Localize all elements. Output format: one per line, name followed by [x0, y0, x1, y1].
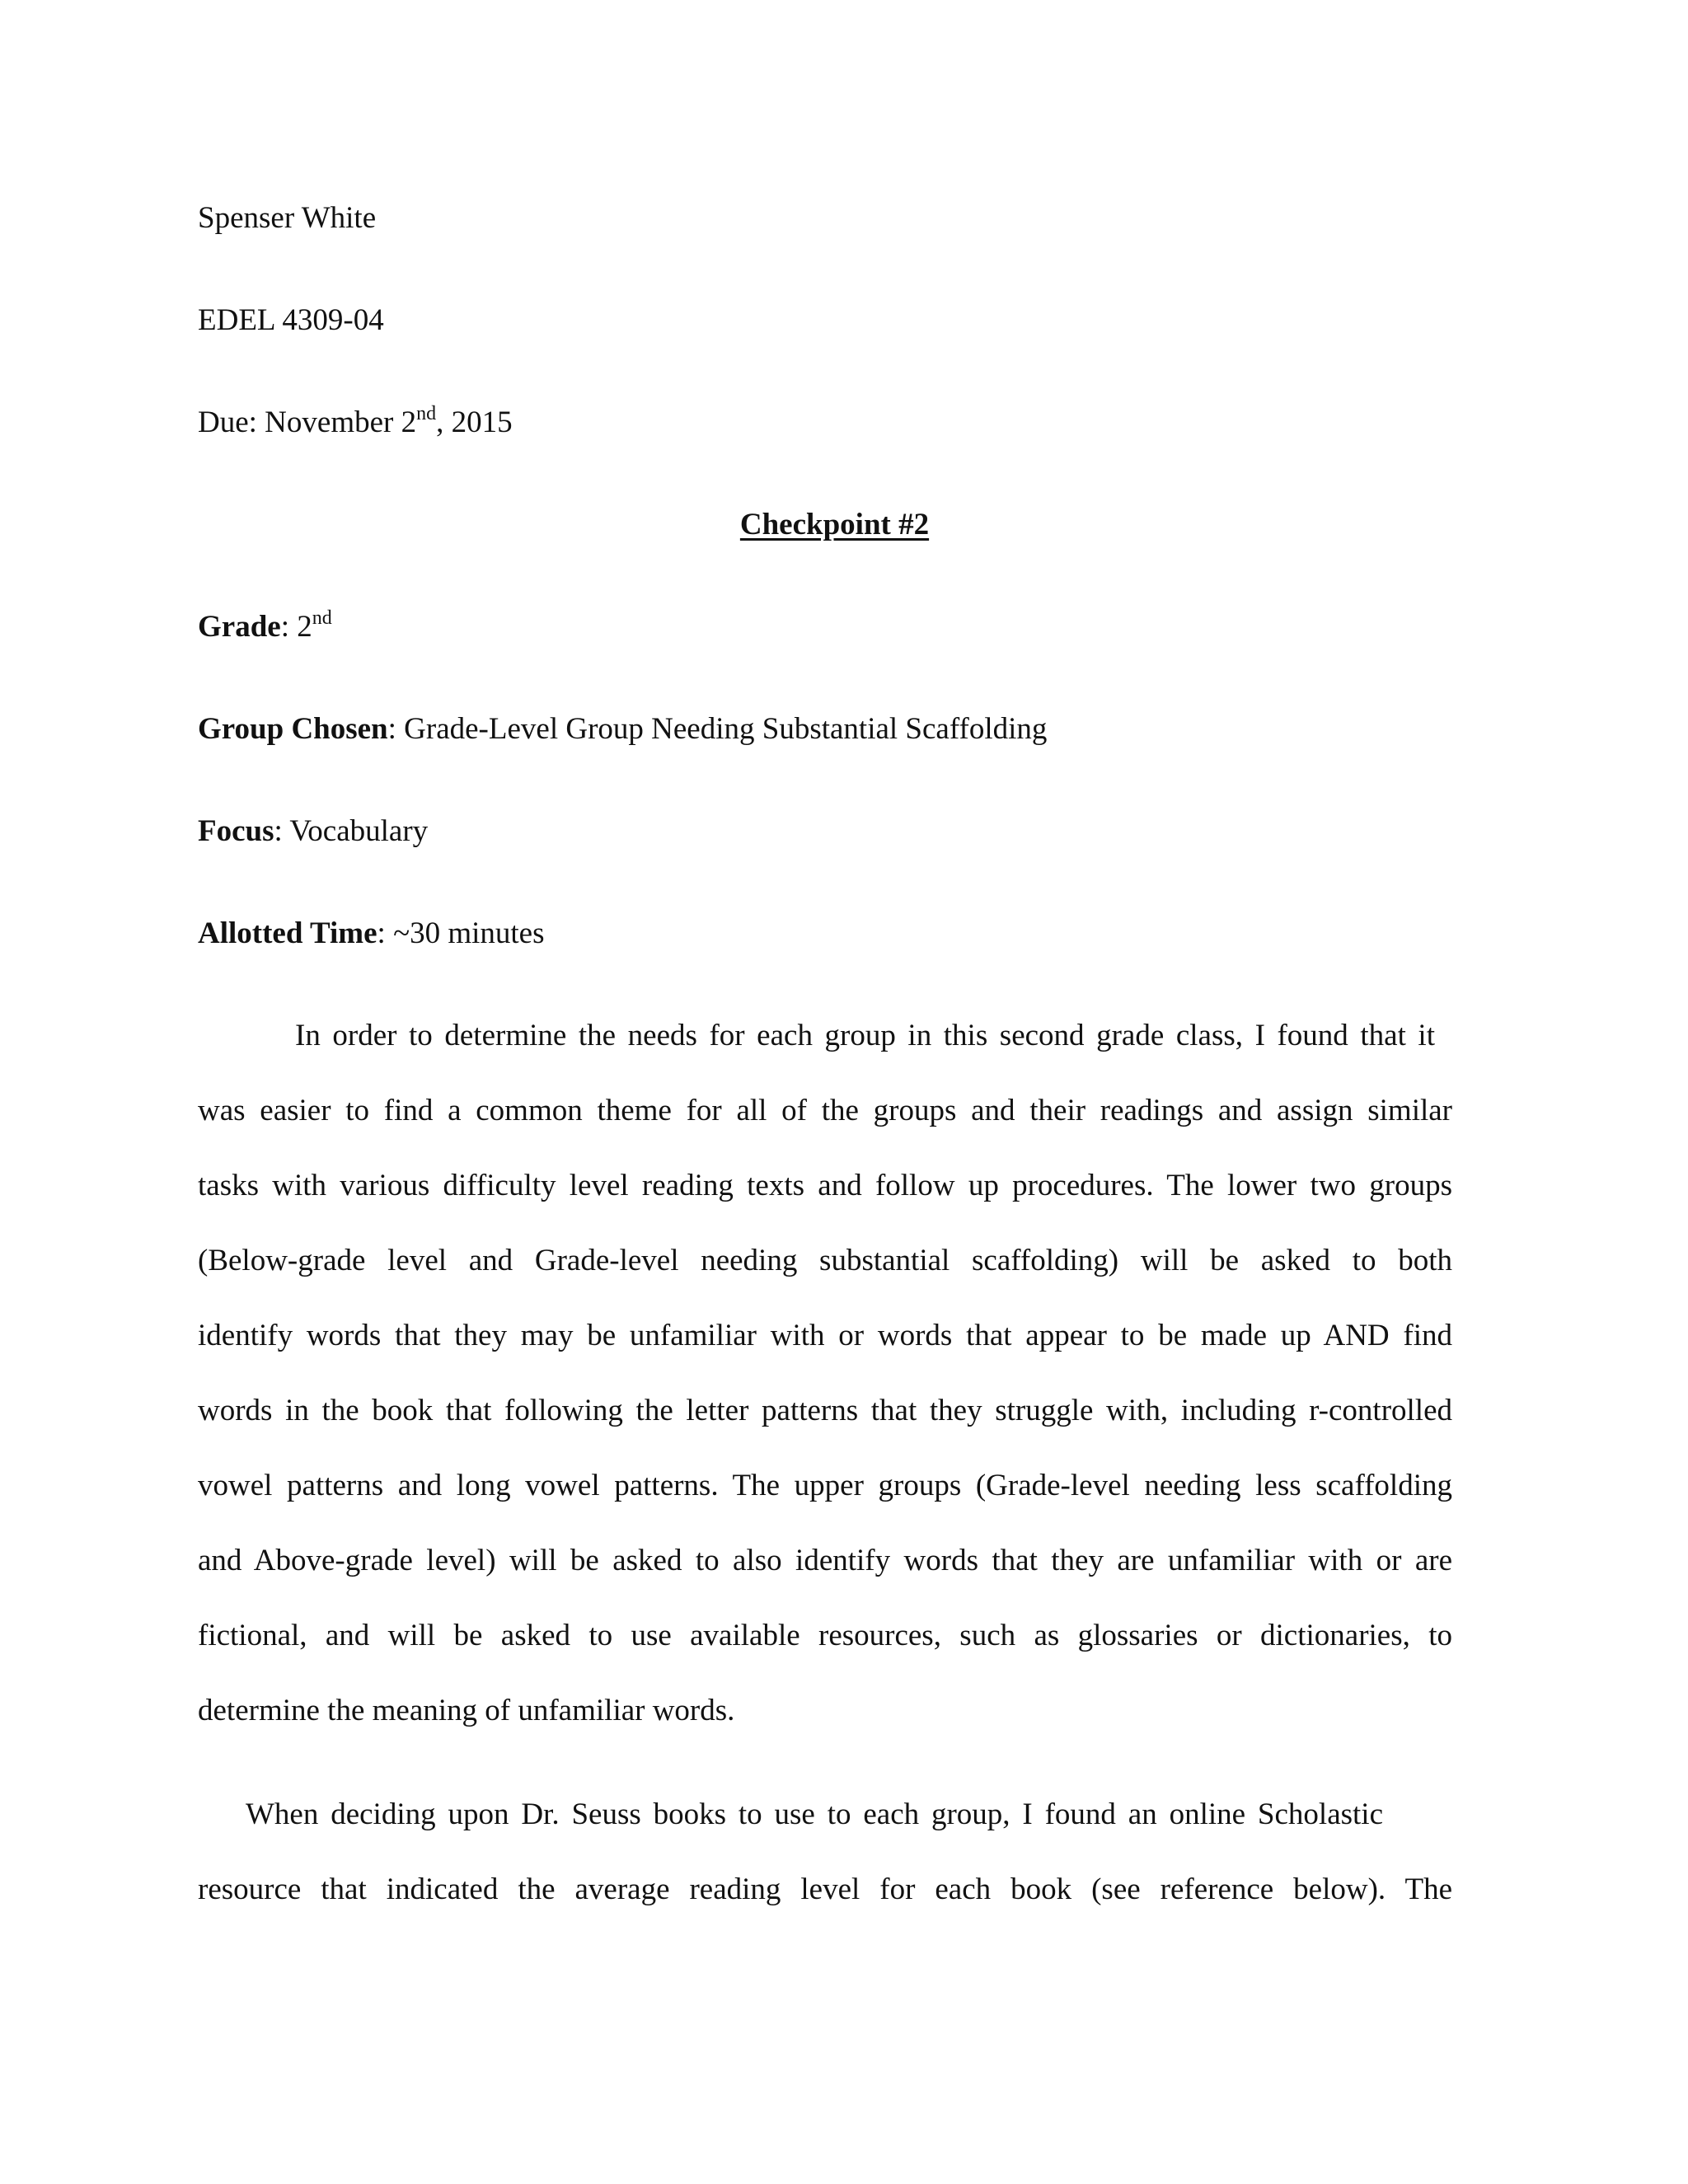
paragraph-line: identify words that they may be unfamiliar with or words that appear to be made up AND find	[198, 1319, 1452, 1352]
group-value: : Grade-Level Group Needing Substantial Scaffolding	[387, 712, 1048, 746]
due-date	[198, 403, 513, 439]
focus-value: : Vocabulary	[274, 814, 429, 848]
paragraph-line: determine the meaning of unfamiliar words.	[198, 1694, 735, 1727]
paragraph-line: tasks with various difficulty level reading texts and follow up procedures. The lower two groups	[198, 1169, 1452, 1202]
time-field	[198, 918, 545, 949]
paragraph-line: vowel patterns and long vowel patterns. The upper groups (Grade-level needing less scaffolding	[198, 1469, 1452, 1502]
focus-field	[198, 816, 428, 846]
paragraph-line: fictional, and will be asked to use available resources, such as glossaries or dictionaries, to	[198, 1619, 1452, 1652]
grade-field	[198, 607, 332, 644]
paragraph-line: was easier to find a common theme for all of the groups and their readings and assign similar	[198, 1094, 1452, 1127]
paragraph-line: resource that indicated the average reading level for each book (see reference below). The	[198, 1872, 1452, 1906]
paragraph-line: In order to determine the needs for each group in this second grade class, I found that it	[295, 1019, 1435, 1052]
group-field	[198, 714, 1047, 744]
due-date-text: Due: November 2	[198, 405, 417, 439]
group-label: Group Chosen	[198, 712, 388, 746]
due-date-ordinal: nd	[416, 403, 437, 424]
grade-label: Grade	[198, 610, 281, 644]
paragraph-line: (Below-grade level and Grade-level needing substantial scaffolding) will be asked to both	[198, 1244, 1452, 1277]
paragraph-line: words in the book that following the letter patterns that they struggle with, including r-controlled	[198, 1394, 1452, 1427]
time-label: Allotted Time	[198, 916, 377, 950]
page-title: Checkpoint #2	[739, 508, 930, 541]
paragraph-line: When deciding upon Dr. Seuss books to use to each group, I found an online Scholastic	[246, 1797, 1383, 1831]
paragraph-line: and Above-grade level) will be asked to also identify words that they are unfamiliar with or are	[198, 1544, 1452, 1577]
author-name: Spenser White	[198, 201, 377, 235]
course-code: EDEL 4309-04	[198, 303, 384, 337]
grade-value: : 2	[280, 610, 312, 644]
time-value: : ~30 minutes	[377, 916, 545, 950]
title-row	[0, 509, 1669, 540]
focus-label: Focus	[198, 814, 274, 848]
due-date-year: , 2015	[436, 405, 513, 439]
grade-ordinal: nd	[312, 607, 332, 629]
